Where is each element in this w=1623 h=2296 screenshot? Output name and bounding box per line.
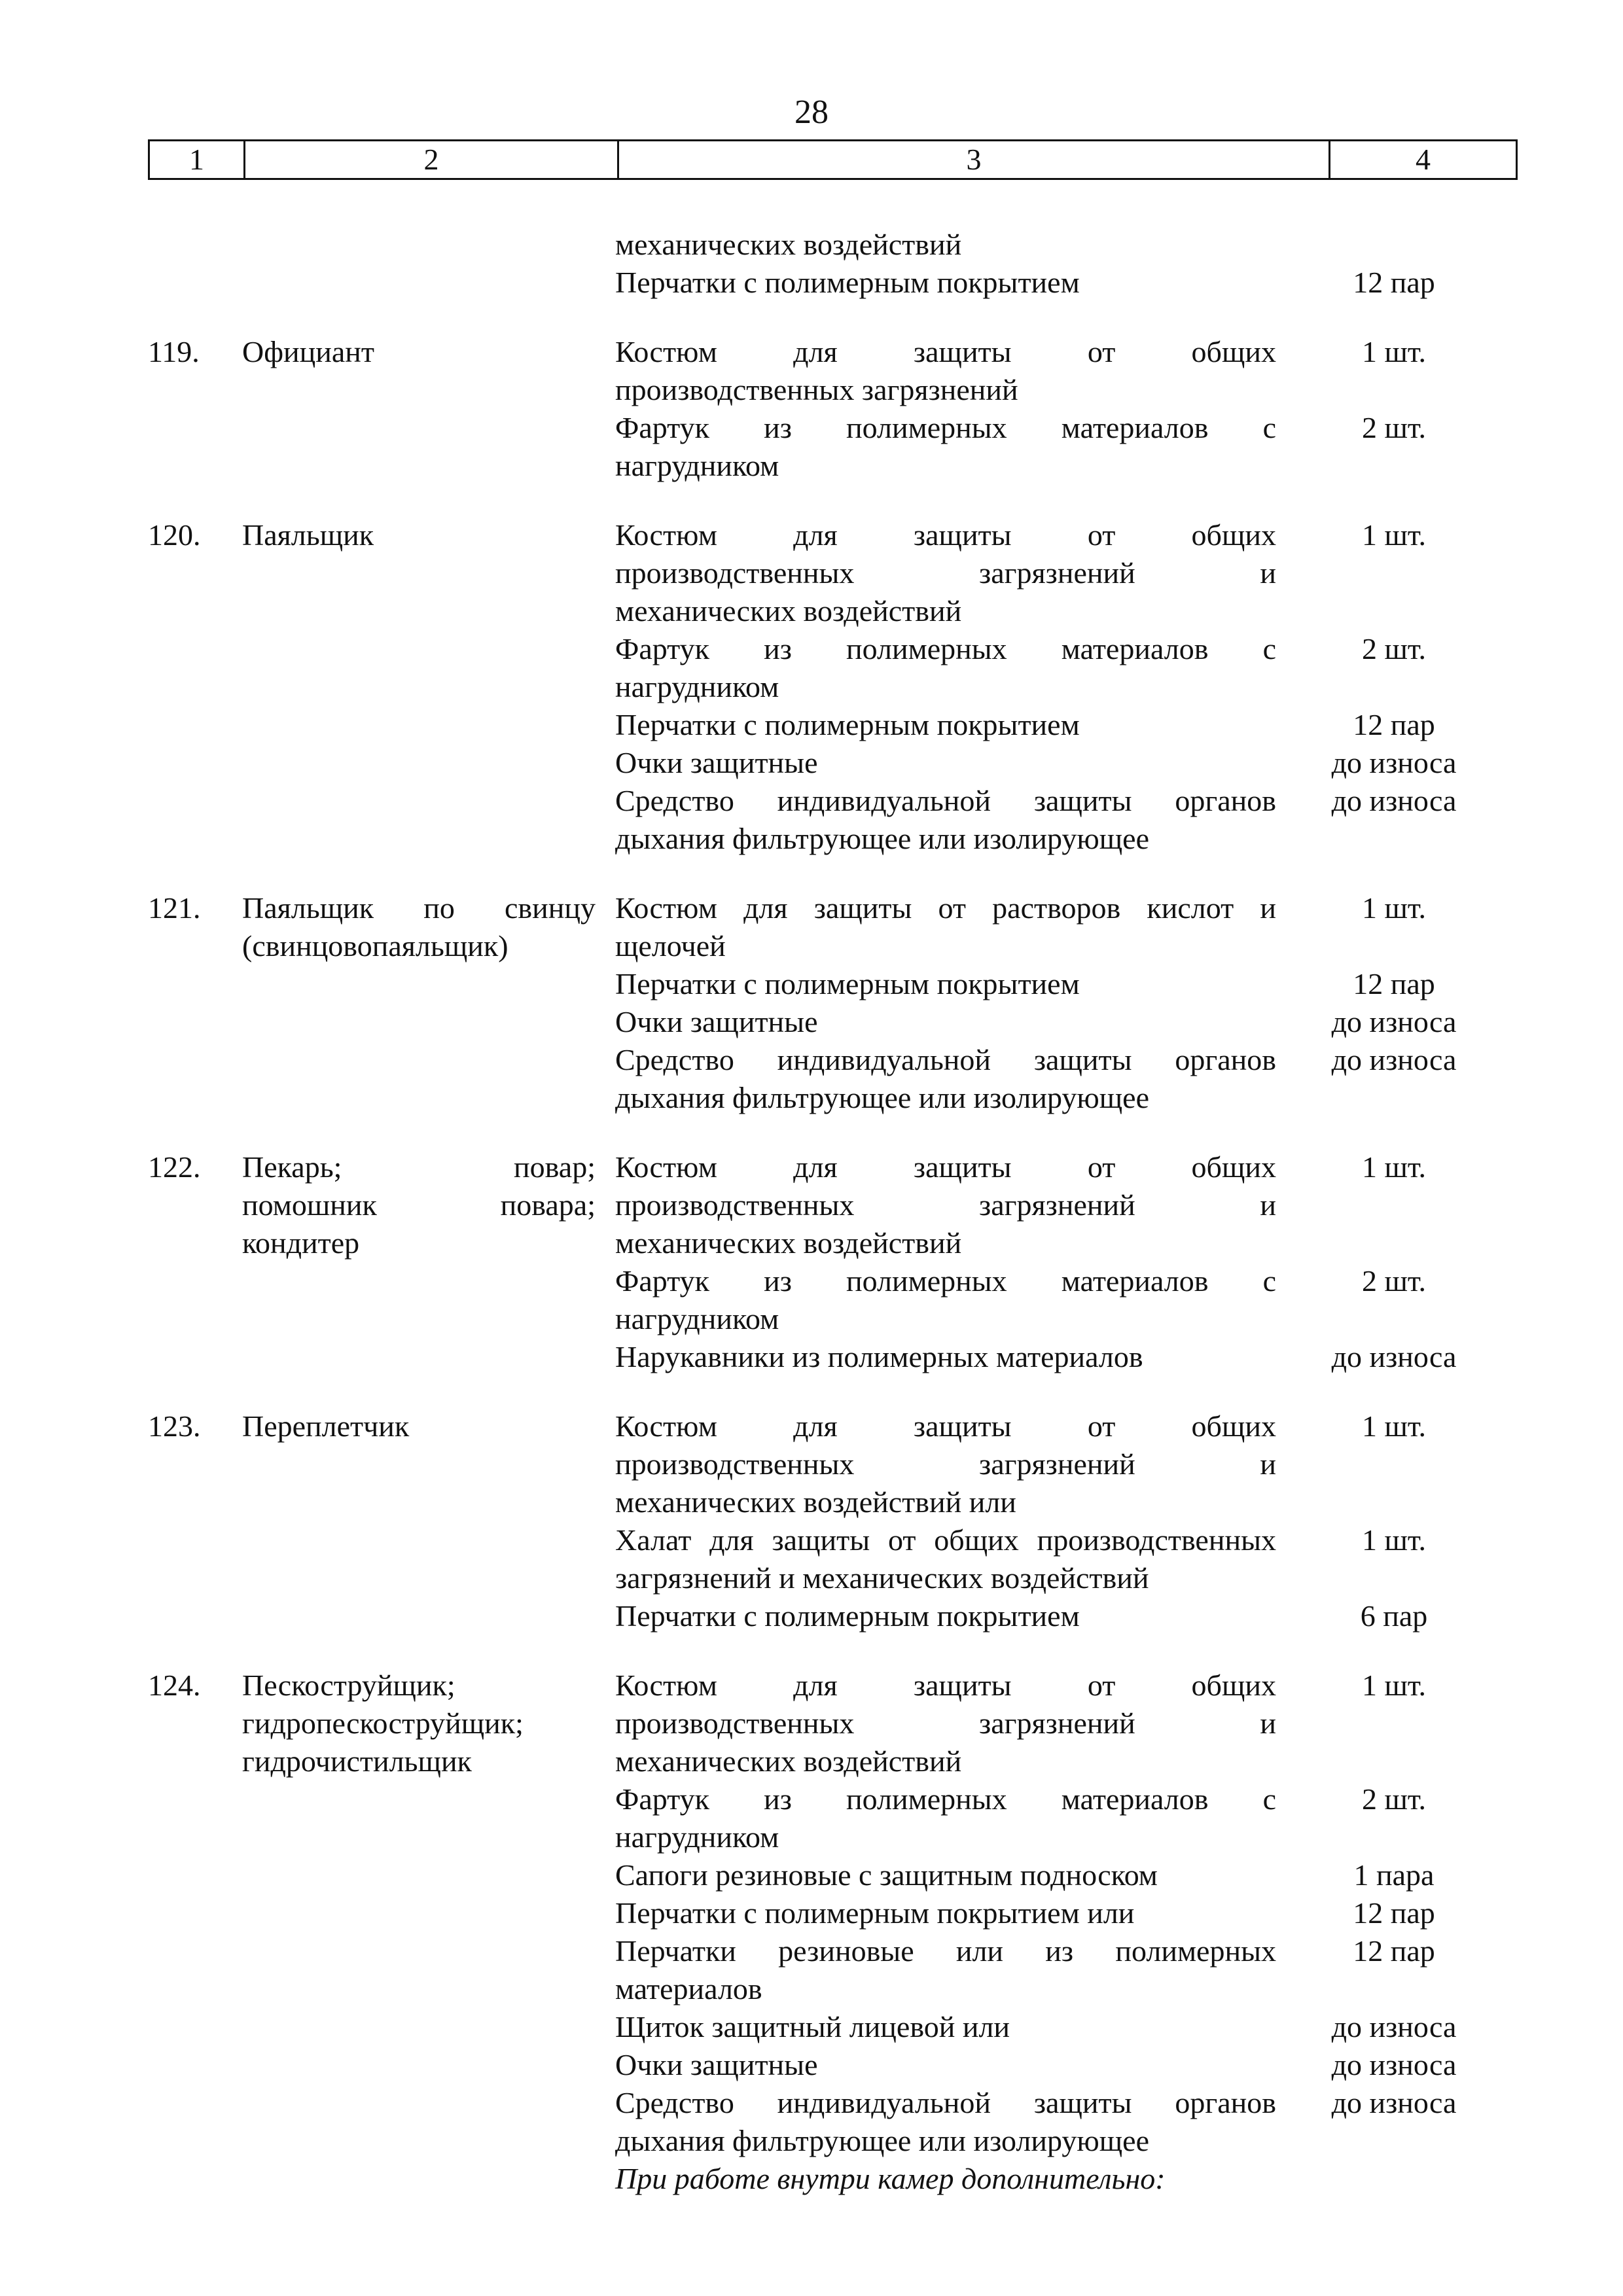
ppe-item-name bbox=[615, 1041, 1276, 1117]
entry-number: 123. bbox=[148, 1409, 201, 1443]
ppe-item-line: Перчатки резиновые или из полимерных bbox=[615, 1934, 1276, 1968]
ppe-item-name bbox=[615, 333, 1276, 409]
ppe-item-name bbox=[615, 1856, 1276, 1894]
profession-entry bbox=[0, 889, 1623, 1117]
ppe-item-line: Очки защитные bbox=[615, 1005, 818, 1038]
ppe-item-name bbox=[615, 2008, 1276, 2046]
profession-name-line: Паяльщик bbox=[242, 518, 374, 552]
ppe-item-line: дыхания фильтрующее или изолирующее bbox=[615, 822, 1149, 855]
ppe-item-quantity: 6 пар bbox=[1360, 1599, 1428, 1633]
ppe-item-quantity: 12 пар bbox=[1353, 708, 1435, 741]
ppe-item-line: Средство индивидуальной защиты органов bbox=[615, 2086, 1276, 2119]
ppe-item-line: загрязнений и механических воздействий bbox=[615, 1561, 1149, 1595]
page-number: 28 bbox=[794, 94, 829, 131]
ppe-item-line: Нарукавники из полимерных материалов bbox=[615, 1340, 1143, 1373]
ppe-item-name bbox=[615, 1338, 1276, 1376]
ppe-item-line: дыхания фильтрующее или изолирующее bbox=[615, 2124, 1149, 2157]
ppe-item-line: механических воздействий или bbox=[615, 1485, 1016, 1519]
profession-entry bbox=[0, 516, 1623, 858]
ppe-item bbox=[0, 264, 1623, 302]
ppe-item-name bbox=[615, 1521, 1276, 1597]
entry-number: 124. bbox=[148, 1669, 201, 1702]
ppe-item-line: производственных загрязнений и bbox=[615, 556, 1276, 590]
entry-number: 121. bbox=[148, 891, 201, 925]
ppe-item-quantity: 12 пар bbox=[1353, 1896, 1435, 1930]
ppe-item-line: нагрудником bbox=[615, 670, 779, 703]
ppe-item bbox=[0, 409, 1623, 485]
ppe-item-name bbox=[615, 706, 1276, 744]
ppe-item bbox=[0, 2084, 1623, 2160]
ppe-item-name bbox=[615, 1407, 1276, 1521]
ppe-item-line: нагрудником bbox=[615, 449, 779, 482]
ppe-item-line: механических воздействий bbox=[615, 1226, 962, 1260]
ppe-item bbox=[0, 1597, 1623, 1635]
ppe-item-quantity: до износа bbox=[1331, 2048, 1457, 2081]
ppe-item-line: Халат для защиты от общих производственных bbox=[615, 1523, 1276, 1557]
ppe-item-quantity: до износа bbox=[1331, 2086, 1457, 2119]
ppe-item-line: щелочей bbox=[615, 929, 726, 963]
ppe-item-line: производственных загрязнений bbox=[615, 373, 1018, 406]
ppe-item bbox=[0, 1856, 1623, 1894]
ppe-item-line: Фартук из полимерных материалов с bbox=[615, 411, 1276, 444]
ppe-item-quantity: 12 пар bbox=[1353, 1934, 1435, 1968]
ppe-item-quantity: 2 шт. bbox=[1361, 1782, 1427, 1816]
ppe-item-quantity: 1 шт. bbox=[1361, 1150, 1427, 1184]
profession-name-line: Паяльщик по свинцу bbox=[242, 891, 596, 925]
ppe-item bbox=[0, 226, 1623, 264]
profession-name-line: Официант bbox=[242, 335, 375, 368]
ppe-item-line: Перчатки с полимерным покрытием bbox=[615, 708, 1080, 741]
ppe-item-name bbox=[615, 1148, 1276, 1262]
ppe-item-line: Сапоги резиновые с защитным подноском bbox=[615, 1858, 1158, 1892]
entry-separator bbox=[0, 1635, 1623, 1667]
ppe-item-name bbox=[615, 1932, 1276, 2008]
profession-entry bbox=[0, 1148, 1623, 1376]
column-header-2: 2 bbox=[245, 141, 618, 179]
column-header-4: 4 bbox=[1330, 141, 1517, 179]
ppe-item bbox=[0, 965, 1623, 1003]
ppe-item-name bbox=[615, 889, 1276, 965]
profession-name-line: гидрочистильщик bbox=[242, 1744, 472, 1778]
entry-separator bbox=[0, 1117, 1623, 1148]
ppe-item-line: нагрудником bbox=[615, 1302, 779, 1335]
column-header-row bbox=[148, 139, 1518, 180]
profession-name-line: гидропескоструйщик; bbox=[242, 1706, 524, 1740]
ppe-item-line: Перчатки с полимерным покрытием или bbox=[615, 1896, 1135, 1930]
ppe-item-quantity: 12 пар bbox=[1353, 967, 1435, 1000]
ppe-item bbox=[0, 516, 1623, 630]
ppe-item bbox=[0, 1894, 1623, 1932]
ppe-item-line: Перчатки с полимерным покрытием bbox=[615, 266, 1080, 299]
ppe-item-quantity: 12 пар bbox=[1353, 266, 1435, 299]
ppe-item bbox=[0, 1407, 1623, 1521]
ppe-item-quantity: 2 шт. bbox=[1361, 632, 1427, 665]
ppe-item-name bbox=[615, 409, 1276, 485]
ppe-item-name bbox=[615, 965, 1276, 1003]
ppe-item-quantity: до износа bbox=[1331, 1340, 1457, 1373]
entry-number: 120. bbox=[148, 518, 201, 552]
ppe-item-line: Фартук из полимерных материалов с bbox=[615, 1264, 1276, 1298]
ppe-item-line: производственных загрязнений и bbox=[615, 1447, 1276, 1481]
entry-separator bbox=[0, 485, 1623, 516]
ppe-item-line: Костюм для защиты от растворов кислот и bbox=[615, 891, 1276, 925]
ppe-item-line: Перчатки с полимерным покрытием bbox=[615, 1599, 1080, 1633]
profession-name-line: (свинцовопаяльщик) bbox=[242, 929, 508, 963]
ppe-item-line: Костюм для защиты от общих bbox=[615, 1669, 1276, 1702]
ppe-item-line: дыхания фильтрующее или изолирующее bbox=[615, 1081, 1149, 1114]
ppe-item-line: Костюм для защиты от общих bbox=[615, 335, 1276, 368]
ppe-item-quantity: 1 шт. bbox=[1361, 518, 1427, 552]
profession-name-line: Пекарь; повар; bbox=[242, 1150, 596, 1184]
ppe-item bbox=[0, 1667, 1623, 1780]
ppe-item-name bbox=[615, 1667, 1276, 1780]
ppe-item-line: механических воздействий bbox=[615, 228, 962, 261]
ppe-item-line: Щиток защитный лицевой или bbox=[615, 2010, 1010, 2043]
ppe-item-quantity: до износа bbox=[1331, 784, 1457, 817]
ppe-item bbox=[0, 1780, 1623, 1856]
ppe-item-quantity: 1 шт. bbox=[1361, 1523, 1427, 1557]
ppe-item-line: Очки защитные bbox=[615, 746, 818, 779]
ppe-item-name bbox=[615, 516, 1276, 630]
ppe-item bbox=[0, 1932, 1623, 2008]
ppe-item bbox=[0, 1148, 1623, 1262]
ppe-item-line: нагрудником bbox=[615, 1820, 779, 1854]
ppe-item-quantity: до износа bbox=[1331, 2010, 1457, 2043]
ppe-item-line: Средство индивидуальной защиты органов bbox=[615, 1043, 1276, 1076]
ppe-item bbox=[0, 706, 1623, 744]
ppe-item bbox=[0, 1338, 1623, 1376]
ppe-item-line: Костюм для защиты от общих bbox=[615, 518, 1276, 552]
ppe-item-name bbox=[615, 1262, 1276, 1338]
ppe-item-quantity: до износа bbox=[1331, 1005, 1457, 1038]
ppe-item-line: Очки защитные bbox=[615, 2048, 818, 2081]
ppe-item-quantity: 1 шт. bbox=[1361, 335, 1427, 368]
ppe-item-line: производственных загрязнений и bbox=[615, 1188, 1276, 1222]
ppe-item-line: Костюм для защиты от общих bbox=[615, 1150, 1276, 1184]
ppe-item-quantity: 2 шт. bbox=[1361, 411, 1427, 444]
ppe-item-name bbox=[615, 2084, 1276, 2160]
entry-number: 122. bbox=[148, 1150, 201, 1184]
column-header-1: 1 bbox=[149, 141, 245, 179]
ppe-item-quantity: до износа bbox=[1331, 1043, 1457, 1076]
ppe-item-quantity: до износа bbox=[1331, 746, 1457, 779]
ppe-norms-list bbox=[0, 226, 1623, 2198]
continuation-block bbox=[0, 226, 1623, 302]
column-header-3: 3 bbox=[618, 141, 1330, 179]
ppe-item-quantity: 1 пара bbox=[1353, 1858, 1435, 1892]
profession-name-line: Переплетчик bbox=[242, 1409, 410, 1443]
ppe-item-line: Костюм для защиты от общих bbox=[615, 1409, 1276, 1443]
ppe-item-name bbox=[615, 1894, 1276, 1932]
ppe-item bbox=[0, 1521, 1623, 1597]
ppe-item-line: Средство индивидуальной защиты органов bbox=[615, 784, 1276, 817]
ppe-item-quantity: 1 шт. bbox=[1361, 891, 1427, 925]
ppe-item-quantity: 1 шт. bbox=[1361, 1409, 1427, 1443]
ppe-item-name bbox=[615, 1597, 1276, 1635]
entry-separator bbox=[0, 302, 1623, 333]
ppe-item bbox=[0, 889, 1623, 965]
ppe-item-line: материалов bbox=[615, 1972, 762, 2005]
ppe-item-line: механических воздействий bbox=[615, 594, 962, 627]
entry-separator bbox=[0, 1376, 1623, 1407]
ppe-item-line: Фартук из полимерных материалов с bbox=[615, 632, 1276, 665]
additional-note: При работе внутри камер дополнительно: bbox=[615, 2162, 1166, 2195]
ppe-item-name bbox=[615, 744, 1276, 782]
ppe-item-name bbox=[615, 1780, 1276, 1856]
ppe-item bbox=[0, 1003, 1623, 1041]
profession-name-line: помошник повара; bbox=[242, 1188, 596, 1222]
ppe-item bbox=[0, 2008, 1623, 2046]
ppe-item bbox=[0, 2046, 1623, 2084]
profession-name-line: Пескоструйщик; bbox=[242, 1669, 455, 1702]
ppe-item bbox=[0, 630, 1623, 706]
ppe-item-quantity: 1 шт. bbox=[1361, 1669, 1427, 1702]
ppe-item-line: механических воздействий bbox=[615, 1744, 962, 1778]
ppe-item bbox=[0, 333, 1623, 409]
ppe-item bbox=[0, 782, 1623, 858]
ppe-item-name bbox=[615, 2046, 1276, 2084]
ppe-item-name bbox=[615, 226, 1276, 264]
ppe-item-name bbox=[615, 264, 1276, 302]
ppe-item-line: производственных загрязнений и bbox=[615, 1706, 1276, 1740]
profession-entry bbox=[0, 333, 1623, 485]
ppe-item-name bbox=[615, 630, 1276, 706]
profession-name-line: кондитер bbox=[242, 1226, 360, 1260]
ppe-item-name bbox=[615, 1003, 1276, 1041]
ppe-item bbox=[0, 1041, 1623, 1117]
ppe-item-line: Фартук из полимерных материалов с bbox=[615, 1782, 1276, 1816]
ppe-item bbox=[0, 744, 1623, 782]
ppe-item bbox=[0, 1262, 1623, 1338]
ppe-item-quantity: 2 шт. bbox=[1361, 1264, 1427, 1298]
ppe-item-name bbox=[615, 782, 1276, 858]
entry-separator bbox=[0, 858, 1623, 889]
profession-entry bbox=[0, 1407, 1623, 1635]
profession-entry bbox=[0, 1667, 1623, 2198]
entry-number: 119. bbox=[148, 335, 200, 368]
ppe-item-line: Перчатки с полимерным покрытием bbox=[615, 967, 1080, 1000]
